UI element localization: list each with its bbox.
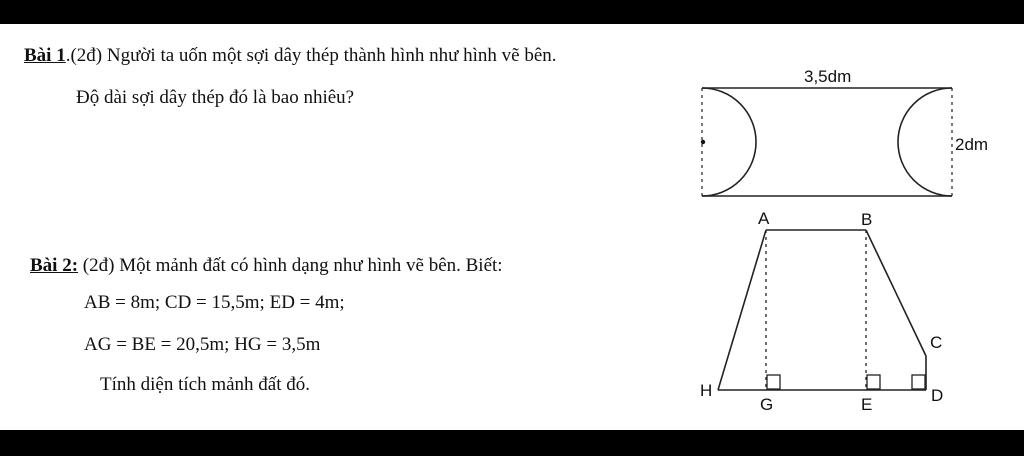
- land-figure: [700, 209, 943, 414]
- problem1-line1: Người ta uốn một sợi dây thép thành hình như hình vẽ bên.: [106, 45, 557, 66]
- worksheet: [0, 24, 1024, 430]
- problem1-number: Bài 1: [24, 45, 66, 66]
- label-c: C: [930, 333, 943, 352]
- right-angle-g: [767, 375, 780, 389]
- figures: [0, 24, 1024, 430]
- label-e: E: [861, 395, 873, 414]
- problem2-number: Bài 2:: [30, 255, 79, 276]
- problem2-line1: Một mảnh đất có hình dạng như hình vẽ bên. Biết:: [119, 255, 503, 276]
- wire-figure: [701, 67, 988, 196]
- problem2-given2: AG = BE = 20,5m; HG = 3,5m: [84, 334, 321, 355]
- wire-center-dot: [701, 140, 705, 144]
- problem1-line2: Độ dài sợi dây thép đó là bao nhiêu?: [76, 87, 355, 108]
- problem2-given1: AB = 8m; CD = 15,5m; ED = 4m;: [84, 292, 345, 313]
- problem2-points: (2đ): [82, 255, 115, 276]
- label-h: H: [700, 381, 713, 400]
- label-b: B: [861, 210, 873, 229]
- wire-length-label: 3,5dm: [804, 67, 852, 86]
- label-d: D: [931, 386, 944, 405]
- segment-ah: [718, 230, 766, 390]
- label-a: A: [758, 209, 770, 228]
- wire-right-semicircle: [898, 88, 952, 196]
- problem1-points: .(2đ): [65, 45, 103, 66]
- right-angle-e: [867, 375, 880, 389]
- wire-width-label: 2dm: [955, 135, 989, 154]
- right-angle-d: [912, 375, 925, 389]
- wire-left-semicircle: [702, 88, 756, 196]
- segment-bc: [866, 230, 926, 356]
- label-g: G: [760, 395, 774, 414]
- problem2-question: Tính diện tích mảnh đất đó.: [100, 374, 311, 395]
